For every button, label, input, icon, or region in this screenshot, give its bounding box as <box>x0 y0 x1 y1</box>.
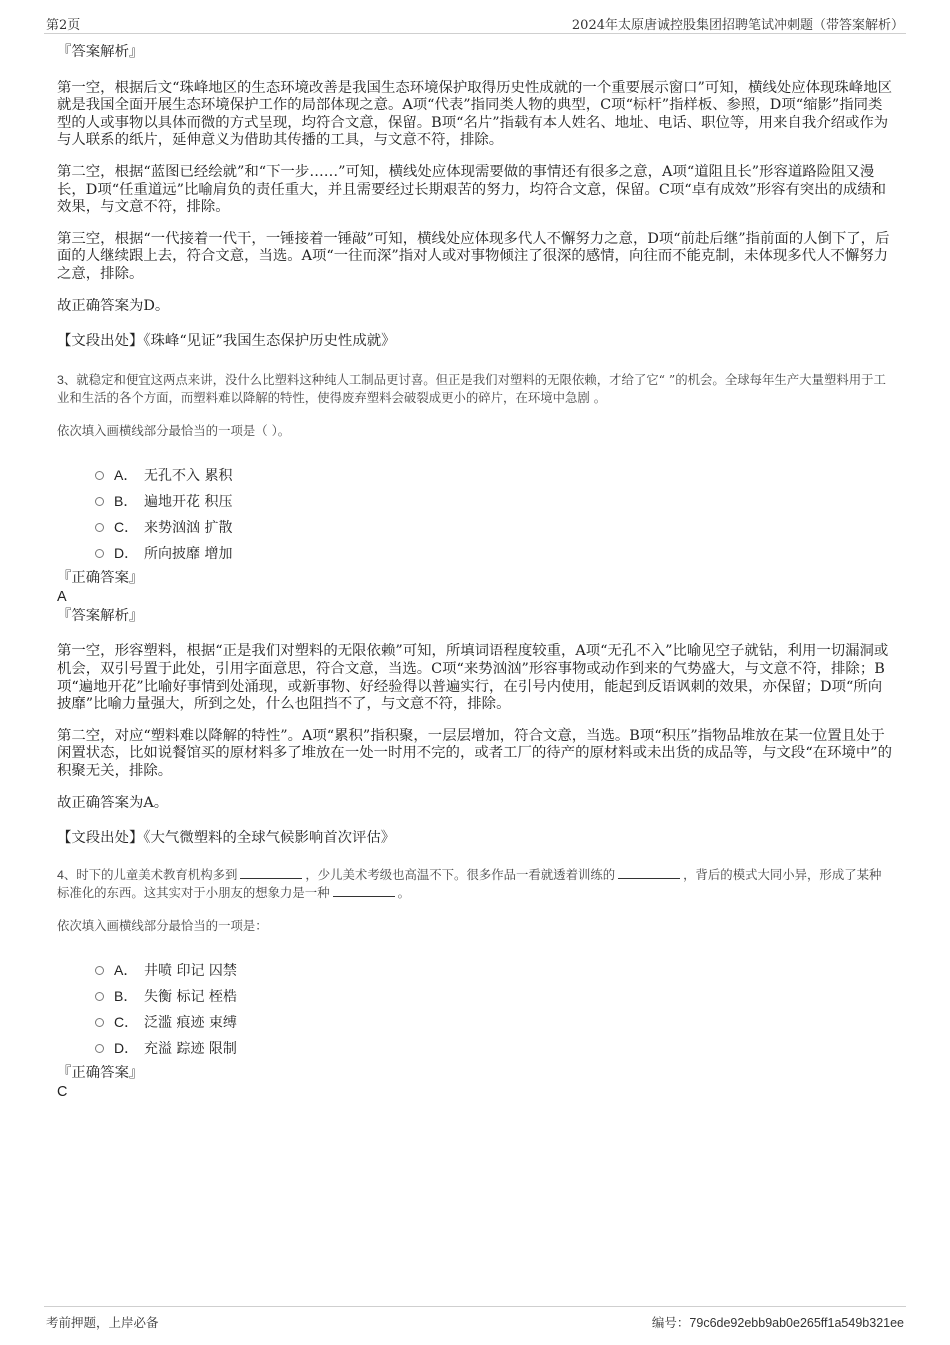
analysis-paragraph: 第一空，根据后文“珠峰地区的生态环境改善是我国生态环境保护取得历史性成就的一个重要展示窗口”可知，横线处应体现珠峰地区就是我国全面开展生态环境保护工作的局部体现之意。A项“代表”指同类人物的典型，C项“标杆”指样板、参照，D项“缩影”指同类型的人或事物以具体而微的方式呈现，均符合文意，保留。B项“名片”指载有本人姓名、地址、电话、职位等，用来自我介绍或作为与人联系的纸片，延伸意义为借助其传播的工具，与文意不符，排除。 <box>57 79 892 149</box>
question-2-analysis <box>57 44 893 351</box>
option-letter: A． <box>114 962 138 979</box>
correct-answer-label: 『正确答案』 <box>57 570 144 587</box>
page-content <box>57 44 893 1101</box>
option-letter: C． <box>114 1014 139 1031</box>
correct-answer-label: 『正确答案』 <box>57 1065 144 1082</box>
question-number: 3 <box>57 372 64 387</box>
radio-button[interactable] <box>95 992 104 1001</box>
radio-button[interactable] <box>95 497 104 506</box>
option-d[interactable] <box>95 1035 893 1061</box>
analysis-label: 『答案解析』 <box>57 44 144 60</box>
question-stem-text: 、时下的儿童美术教育机构多到 <box>63 866 238 882</box>
question-prompt: 依次填入画横线部分最恰当的一项是： <box>57 917 268 933</box>
document-title: 2024年太原唐诚控股集团招聘笔试冲刺题（带答案解析） <box>571 18 904 33</box>
option-d[interactable] <box>95 540 893 566</box>
radio-button[interactable] <box>95 549 104 558</box>
conclusion: 故正确答案为A。 <box>57 794 169 811</box>
question-4 <box>57 866 893 1101</box>
question-prompt: 依次填入画横线部分最恰当的一项是（ ）。 <box>57 422 291 438</box>
option-letter: A． <box>114 467 138 484</box>
page-footer <box>44 1306 906 1329</box>
option-letter: B． <box>114 493 138 510</box>
question-number: 4 <box>57 867 64 882</box>
correct-answer: C <box>57 1083 68 1100</box>
analysis-paragraph: 第三空，根据“一代接着一代干，一锤接着一锤敲”可知，横线处应体现多代人不懈努力之意，D项“前赴后继”指前面的人倒下了，后面的人继续跟上去，符合文意，当选。A项“一往而深”指对人或对事物倾注了很深的感情，向往而不能克制，未体现多代人不懈努力之意，排除。 <box>57 230 890 282</box>
option-c[interactable] <box>95 1009 893 1035</box>
radio-button[interactable] <box>95 471 104 480</box>
option-text: 所向披靡 增加 <box>144 546 233 563</box>
option-letter: B． <box>114 988 138 1005</box>
question-stem-text: 。 <box>397 885 410 901</box>
analysis-paragraph: 第一空，形容塑料，根据“正是我们对塑料的无限依赖”可知，所填词语程度较重，A项“无孔不入”比喻见空子就钻，利用一切漏洞或机会，双引号置于此处，引用字面意思，符合文意，当选。C项“来势汹汹”形容事物或动作到来的气势盛大，与文意不符，排除；B项“遍地开花”比喻好事情到处涌现，或新事物、好经验得以普遍实行，在引号内使用，能起到反语讽刺的效果，亦保留；D项“所向披靡”比喻力量强大，所到之处，什么也阻挡不了，与文意不符，排除。 <box>57 643 889 713</box>
option-b[interactable] <box>95 983 893 1009</box>
radio-button[interactable] <box>95 1018 104 1027</box>
analysis-paragraph: 第二空，对应“塑料难以降解的特性”。A项“累积”指积聚，一层层增加，符合文意，当选。B项“积压”指物品堆放在某一位置且处于闲置状态，比如说餐馆买的原材料多了堆放在一处一时用不完的，或者工厂的待产的原材料或未出货的成品等，与文段“在环境中”的积聚无关，排除。 <box>57 727 892 779</box>
question-stem-text: ，少儿美术考级也高温不下。很多作品一看就透着训练的 <box>305 866 616 882</box>
conclusion: 故正确答案为D。 <box>57 297 170 314</box>
option-text: 井喷 印记 囚禁 <box>144 963 237 980</box>
fill-blank <box>618 866 680 879</box>
footer-slogan: 考前押题，上岸必备 <box>46 1315 159 1330</box>
document-code <box>652 1313 904 1331</box>
option-text: 遍地开花 积压 <box>144 494 233 511</box>
option-text: 泛滥 痕迹 束缚 <box>144 1015 237 1032</box>
question-3 <box>57 371 893 848</box>
option-c[interactable] <box>95 514 893 540</box>
option-text: 充溢 踪迹 限制 <box>144 1041 237 1058</box>
analysis-paragraph: 第二空，根据“蓝图已经绘就”和“下一步……”可知，横线处应体现需要做的事情还有很多之意，A项“道阻且长”形容道路险阻又漫长，D项“任重道远”比喻肩负的责任重大，并且需要经过长期艰苦的努力，均符合文意，保留。C项“卓有成效”形容有突出的成绩和效果，与文意不符，排除。 <box>57 163 887 216</box>
question-stem <box>57 371 893 408</box>
radio-button[interactable] <box>95 1044 104 1053</box>
code-label: 编号： <box>651 1315 690 1330</box>
question-stem-text: 、就稳定和便宜这两点来讲，没什么比塑料这种纯人工制品更讨喜。但正是我们对塑料的无限依赖，才给了它“ ”的机会。全球每年生产大量塑料用于工业和生活的各个方面，而塑料难以降解的特性，使得废弃塑料会破裂成更小的碎片，在环境中急剧 。 <box>57 371 886 406</box>
options-list <box>95 462 893 566</box>
source-citation: 【文段出处】《大气微塑料的全球气候影响首次评估》 <box>57 830 396 847</box>
option-b[interactable] <box>95 488 893 514</box>
option-letter: D． <box>114 545 139 562</box>
fill-blank <box>333 884 395 897</box>
code-value: 79c6de92ebb9ab0e265ff1a549b321ee <box>689 1316 904 1330</box>
option-text: 失衡 标记 桎梏 <box>144 989 237 1006</box>
question-stem-text: ，背后的模式大同小异，形成了某种标准化的东西。这其实对于小朋友的想象力是一种 <box>57 866 882 901</box>
option-a[interactable] <box>95 957 893 983</box>
radio-button[interactable] <box>95 523 104 532</box>
option-letter: D． <box>114 1040 139 1057</box>
page-header <box>44 12 906 34</box>
option-text: 无孔不入 累积 <box>144 468 233 485</box>
options-list <box>95 957 893 1061</box>
analysis-label: 『答案解析』 <box>57 607 144 624</box>
correct-answer: A <box>57 588 67 605</box>
option-a[interactable] <box>95 462 893 488</box>
source-citation: 【文段出处】《珠峰“见证”我国生态保护历史性成就》 <box>57 333 396 350</box>
question-stem <box>57 866 893 903</box>
radio-button[interactable] <box>95 966 104 975</box>
fill-blank <box>240 866 302 879</box>
page-number: 第2页 <box>46 18 81 33</box>
option-text: 来势汹汹 扩散 <box>144 520 233 537</box>
option-letter: C． <box>114 519 139 536</box>
